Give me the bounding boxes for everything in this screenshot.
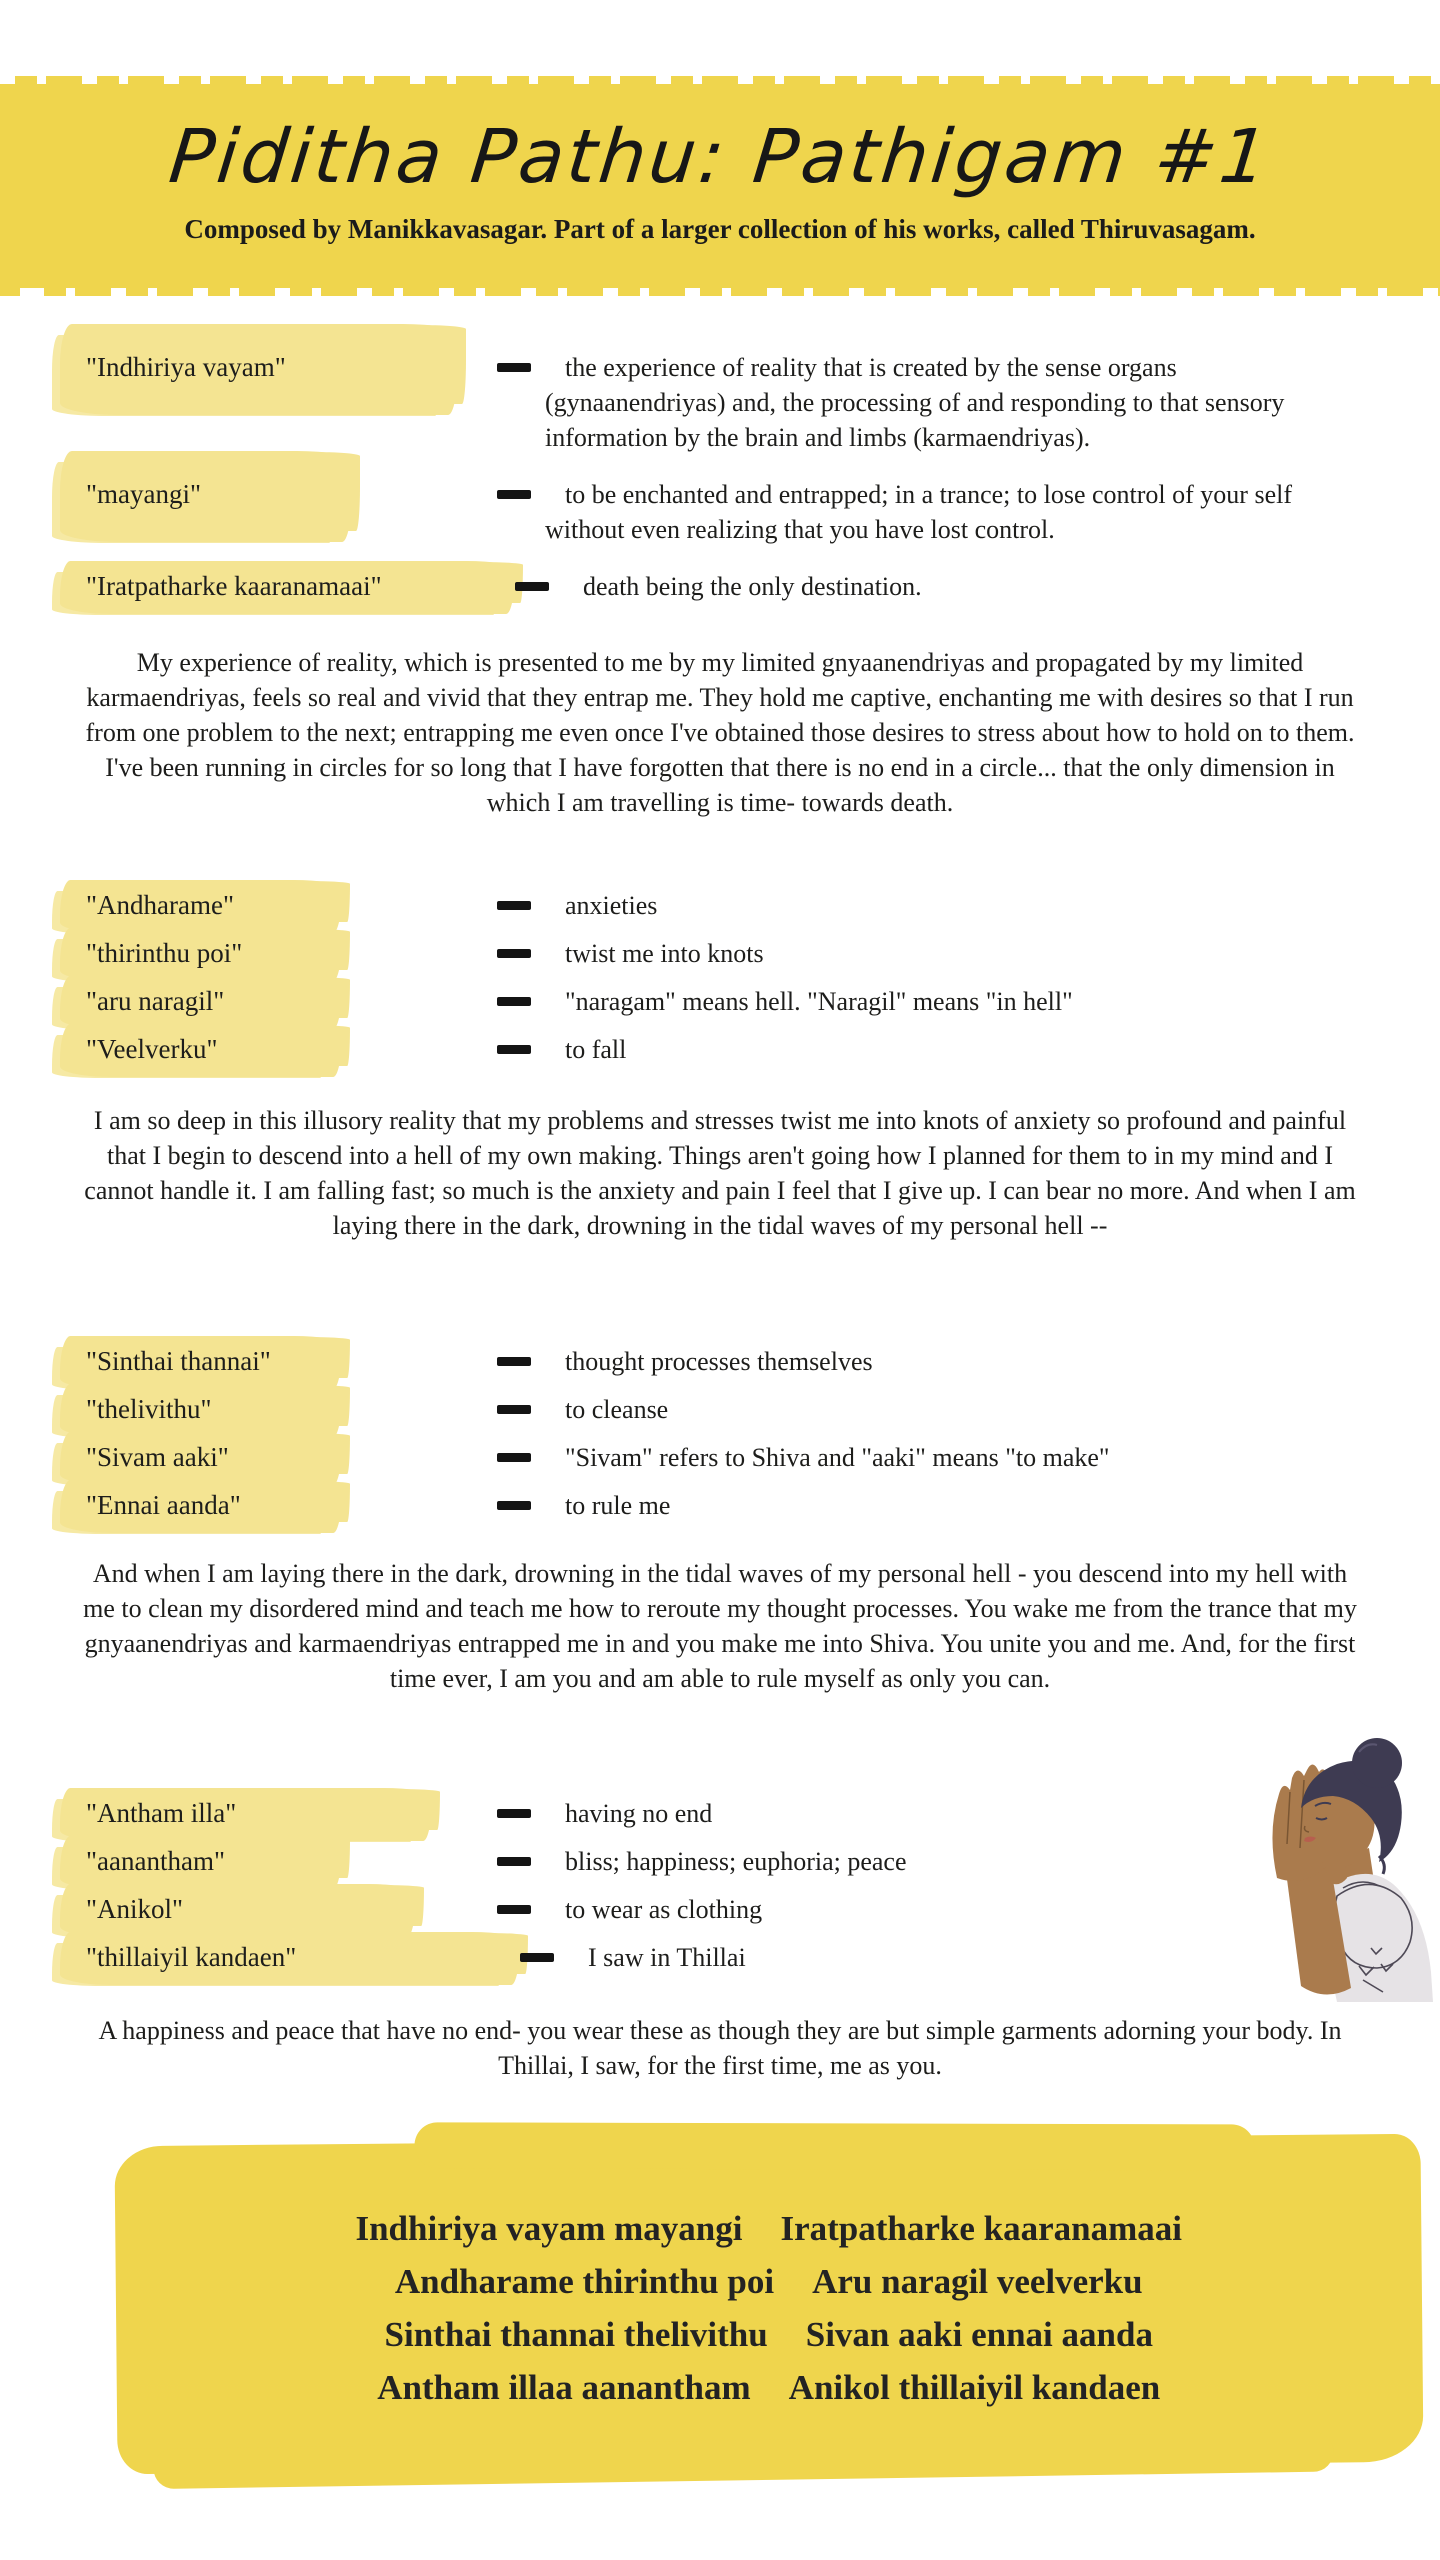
term-text: "Iratpatharke kaaranamaai" [86, 571, 382, 601]
verse-half: Andharame thirinthu poi [394, 2262, 775, 2302]
term-highlight [60, 1932, 520, 1985]
verse-line [116, 2202, 1422, 2255]
glossary-row [60, 569, 1400, 604]
definition-text: having no end [565, 1799, 713, 1828]
glossary-row [60, 1488, 1400, 1523]
term-text: "thirinthu poi" [86, 938, 243, 968]
term-highlight [60, 1432, 342, 1485]
dash-icon [497, 363, 531, 372]
term-highlight [60, 324, 458, 415]
term-text: "Andharame" [86, 890, 234, 920]
glossary-row [60, 1032, 1400, 1067]
glossary-row [60, 1796, 1400, 1831]
praying-woman-illustration [1243, 1736, 1435, 2002]
term-highlight [60, 976, 342, 1029]
glossary-row [60, 1844, 1400, 1879]
definition-dash [497, 888, 545, 910]
term-text: "Antham illa" [86, 1798, 237, 1828]
definition-text: thought processes themselves [565, 1347, 873, 1376]
dash-icon [497, 1501, 531, 1510]
verse-half: Anikol thillaiyil kandaen [788, 2368, 1161, 2408]
term-highlight [60, 1480, 342, 1533]
definition-text: the experience of reality that is created by the sense organs (gynaanendriyas) and, the processing of and responding to that sensory information by the brain and limbs (karmaendriyas). [545, 353, 1285, 452]
praying-woman-svg [1243, 1736, 1435, 2002]
dash-icon [497, 490, 531, 499]
definition-text: to wear as clothing [565, 1895, 763, 1924]
glossary-row [60, 936, 1400, 971]
definition-dash [497, 1440, 545, 1462]
verse-line [116, 2255, 1422, 2308]
glossary-row [60, 1392, 1400, 1427]
definition-dash [497, 1844, 545, 1866]
term-text: "Anikol" [86, 1894, 184, 1924]
term-text: "aru naragil" [86, 986, 225, 1016]
dash-icon [497, 997, 531, 1006]
page-title: Piditha Pathu: Pathigam #1 [165, 114, 1275, 200]
term-highlight [60, 928, 342, 981]
glossary-section-2 [60, 888, 1400, 1080]
term-text: "aanantham" [86, 1846, 225, 1876]
glossary-row [60, 984, 1400, 1019]
term-highlight [60, 451, 352, 542]
glossary-row [60, 1344, 1400, 1379]
definition-dash [497, 1892, 545, 1914]
term-highlight [60, 1788, 432, 1841]
term-highlight [60, 1836, 342, 1889]
definition-text: twist me into knots [565, 939, 764, 968]
title-banner [0, 76, 1440, 296]
definition-text: death being the only destination. [583, 572, 922, 601]
glossary-section-1 [60, 350, 1400, 626]
term-text: "thelivithu" [86, 1394, 212, 1424]
glossary-section-3 [60, 1344, 1400, 1536]
definition-dash [497, 1796, 545, 1818]
commentary-paragraph-1: My experience of reality, which is presented to me by my limited gnyaanendriyas and propagated by my limited karmaendriyas, feels so real and vivid that they entrap me. They hold me captive, enchanting me with desires so that I run from one problem to the next; entrapping me even once I've obtained those desires to stress about how to hold on to them. I've been running in circles for so long that I have forgotten that there is no end in a circle... that the only dimension in which I am travelling is time- towards death. [85, 648, 1355, 817]
glossary-row [60, 350, 1400, 455]
term-text: "mayangi" [86, 479, 202, 509]
verse-line [116, 2361, 1422, 2414]
definition-dash [497, 984, 545, 1006]
term-highlight [60, 561, 515, 614]
definition-text: to rule me [565, 1491, 671, 1520]
verse-half: Sivan aaki ennai aanda [805, 2315, 1153, 2355]
definition-dash [497, 1488, 545, 1510]
dash-icon [497, 1905, 531, 1914]
definition-dash [497, 350, 545, 372]
term-text: "Sinthai thannai" [86, 1346, 271, 1376]
dash-icon [515, 582, 549, 591]
definition-text: to cleanse [565, 1395, 669, 1424]
definition-text: "Sivam" refers to Shiva and "aaki" means "to make" [565, 1443, 1110, 1472]
definition-text: bliss; happiness; euphoria; peace [565, 1847, 907, 1876]
verse-half: Aru naragil veelverku [812, 2262, 1143, 2302]
verse-half: Antham illaa aanantham [377, 2368, 751, 2408]
definition-text: I saw in Thillai [588, 1943, 746, 1972]
verse-half: Sinthai thannai thelivithu [384, 2315, 768, 2355]
dash-icon [520, 1953, 554, 1962]
dash-icon [497, 1405, 531, 1414]
definition-text: "naragam" means hell. "Naragil" means "in hell" [565, 987, 1073, 1016]
term-text: "Indhiriya vayam" [86, 352, 286, 382]
term-highlight [60, 1884, 416, 1937]
glossary-section-4 [60, 1796, 1400, 1988]
term-highlight [60, 1336, 342, 1389]
term-text: "Sivam aaki" [86, 1442, 229, 1472]
glossary-row [60, 1940, 1400, 1975]
commentary-paragraph-4: A happiness and peace that have no end- you wear these as though they are but simple garments adorning your body. In Thillai, I saw, for the first time, me as you. [98, 2016, 1342, 2080]
term-text: "thillaiyil kandaen" [86, 1942, 297, 1972]
definition-dash [497, 1392, 545, 1414]
commentary-paragraph-2: I am so deep in this illusory reality that my problems and stresses twist me into knots of anxiety so profound and painful that I begin to descend into a hell of my own making. Things aren't going how I planned for them to in my mind and I cannot handle it. I am falling fast; so much is the anxiety and pain I feel that I give up. I can bear no more. And when I am laying there in the dark, drowning in the tidal waves of my personal hell -- [84, 1106, 1356, 1240]
verse-block [114, 2134, 1423, 2475]
definition-text: to be enchanted and entrapped; in a trance; to lose control of your self without even realizing that you have lost control. [545, 480, 1293, 544]
glossary-row [60, 1892, 1400, 1927]
definition-dash [497, 477, 545, 499]
definition-dash [497, 1032, 545, 1054]
definition-dash [520, 1940, 568, 1962]
commentary-paragraph-3: And when I am laying there in the dark, drowning in the tidal waves of my personal hell - you descend into my hell with me to clean my disordered mind and teach me how to reroute my thought processes. You wake me from the trance that my gnyaanendriyas and karmaendriyas entrapped me in and you make me into Shiva. You unite you and me. And, for the first time ever, I am you and am able to rule myself as only you can. [83, 1559, 1357, 1693]
term-highlight [60, 880, 342, 933]
term-text: "Ennai aanda" [86, 1490, 241, 1520]
page-subtitle: Composed by Manikkavasagar. Part of a larger collection of his works, called Thiruvasagam. [184, 214, 1256, 244]
term-highlight [60, 1024, 342, 1077]
dash-icon [497, 901, 531, 910]
dash-icon [497, 1809, 531, 1818]
dash-icon [497, 1045, 531, 1054]
dash-icon [497, 1857, 531, 1866]
verse-half: Indhiriya vayam mayangi [355, 2209, 743, 2249]
definition-text: anxieties [565, 891, 658, 920]
term-highlight [60, 1384, 342, 1437]
term-text: "Veelverku" [86, 1034, 218, 1064]
verse-line [116, 2308, 1422, 2361]
dash-icon [497, 1357, 531, 1366]
glossary-row [60, 477, 1400, 547]
definition-dash [497, 936, 545, 958]
definition-dash [497, 1344, 545, 1366]
definition-text: to fall [565, 1035, 627, 1064]
glossary-row [60, 1440, 1400, 1475]
dash-icon [497, 1453, 531, 1462]
glossary-row [60, 888, 1400, 923]
dash-icon [497, 949, 531, 958]
verse-half: Iratpatharke kaaranamaai [780, 2209, 1183, 2249]
definition-dash [515, 569, 563, 591]
